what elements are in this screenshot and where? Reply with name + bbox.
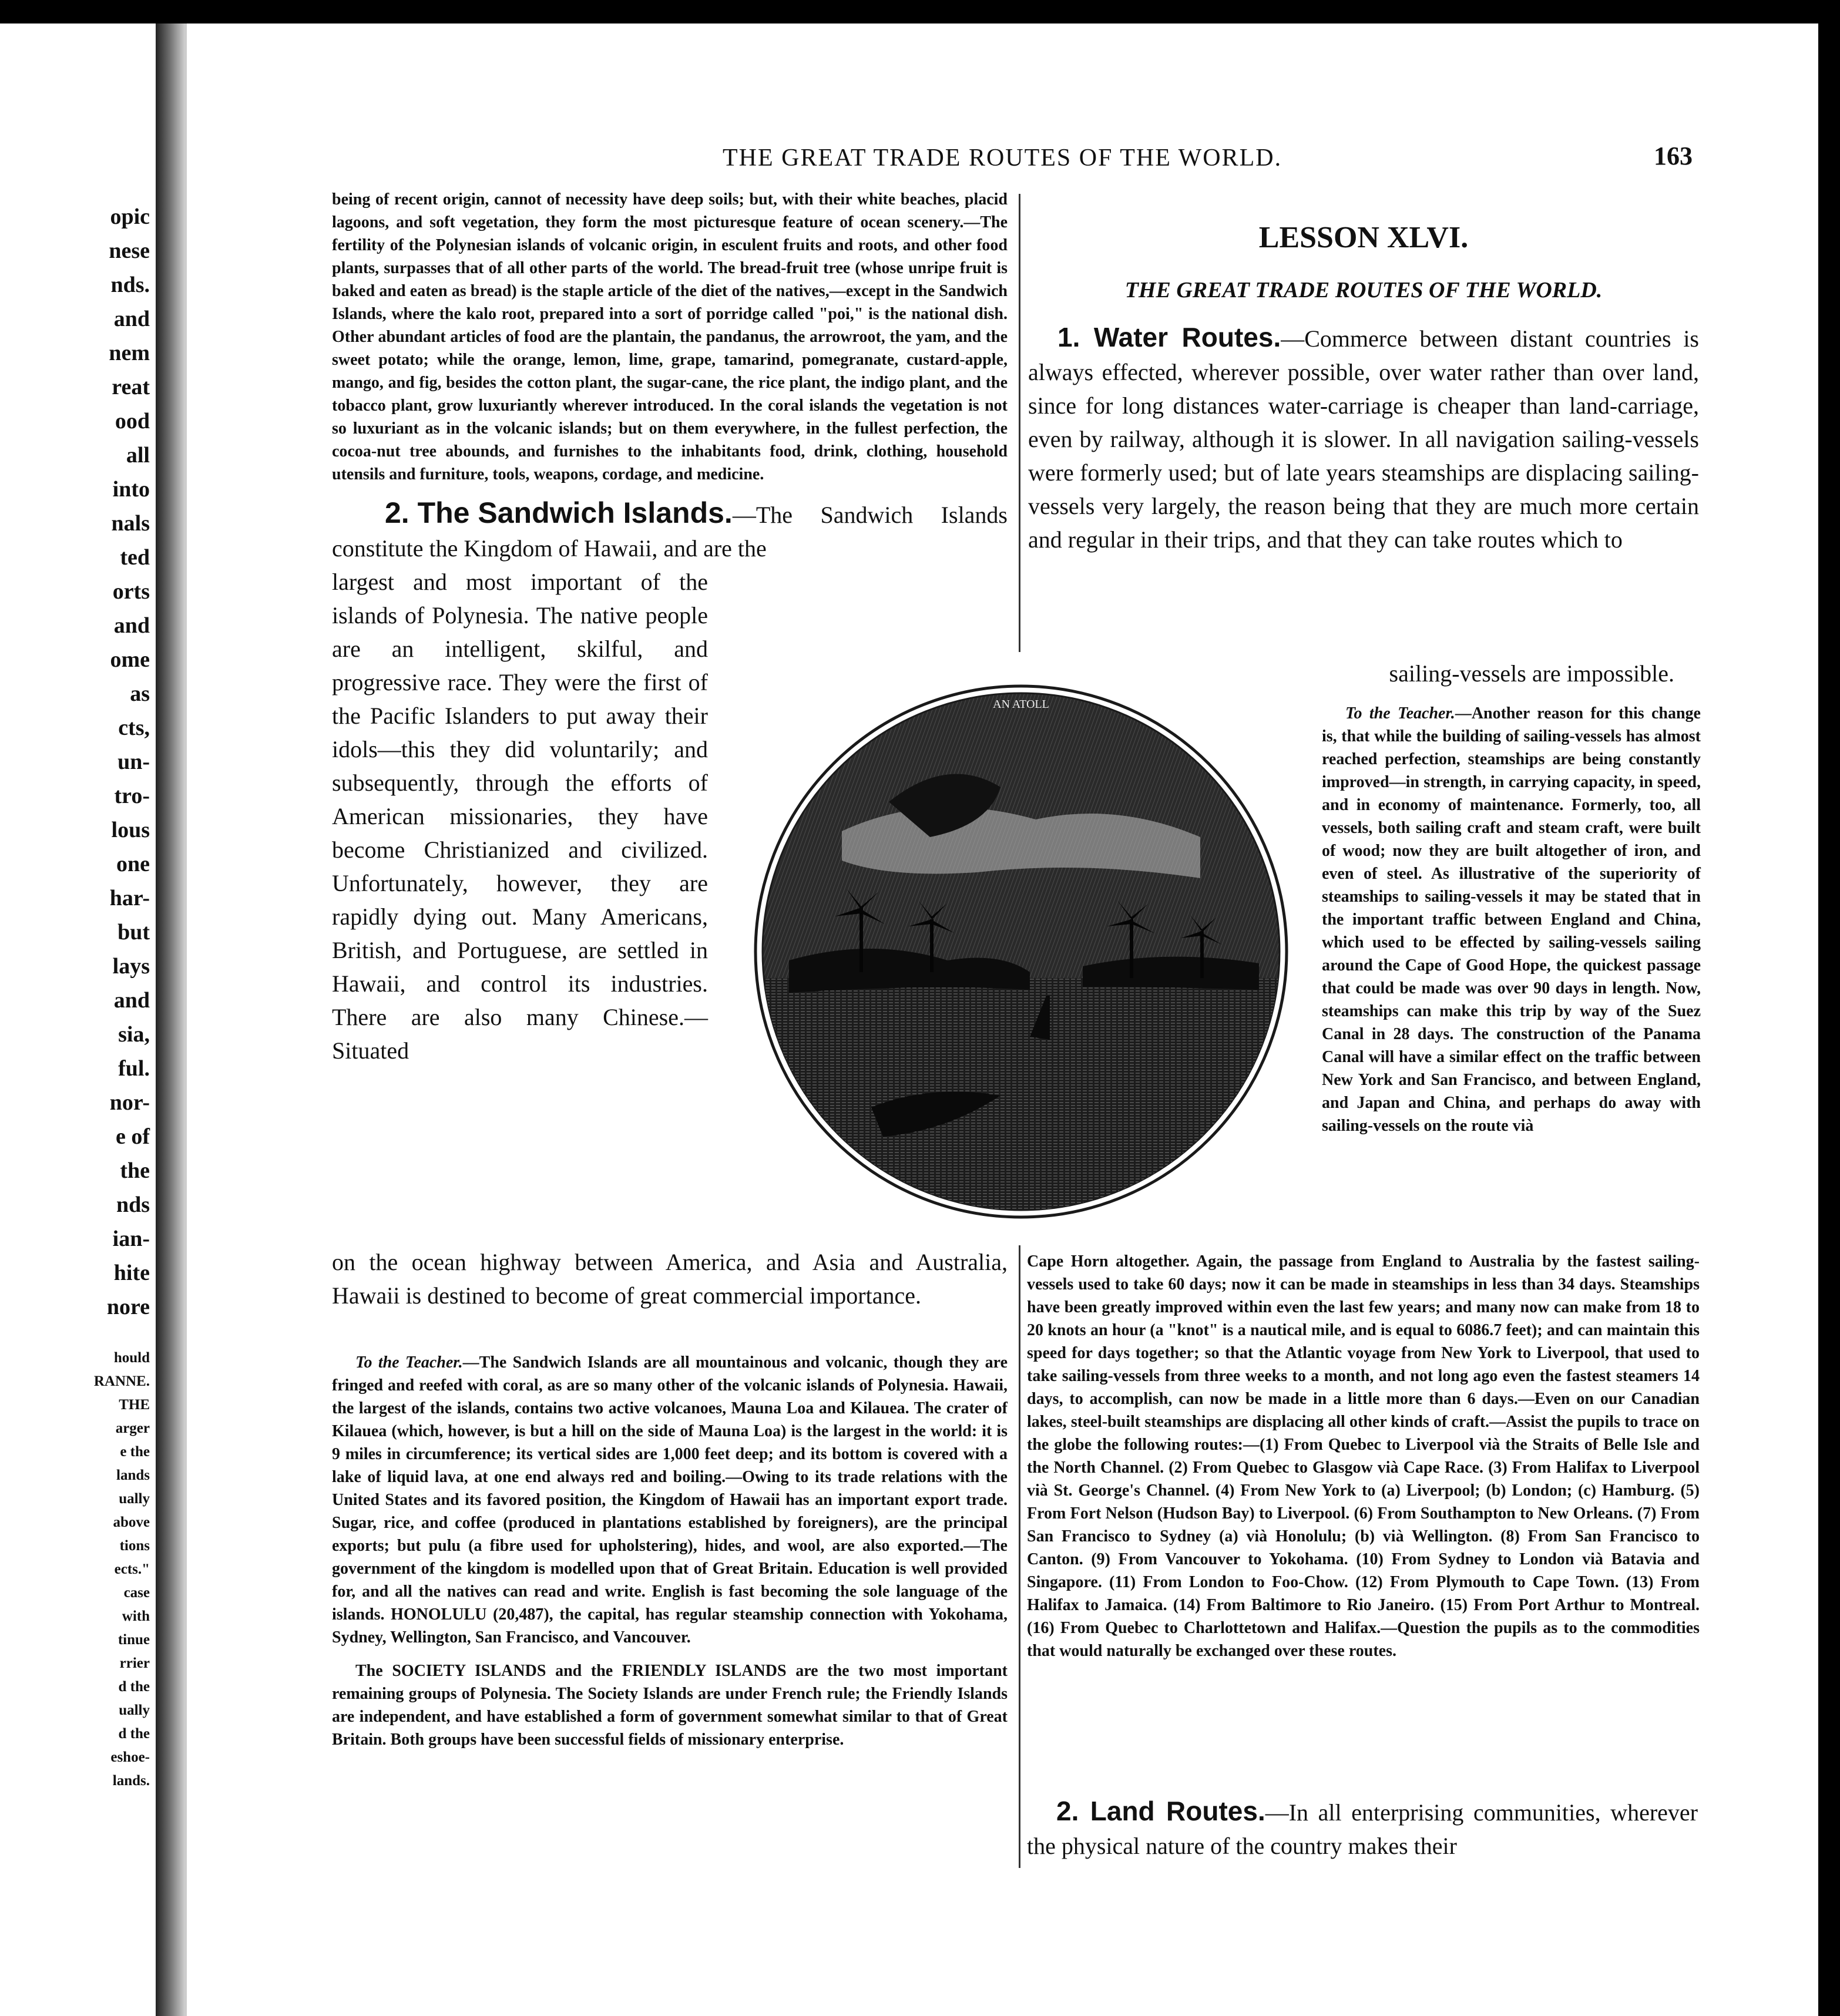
facing-page-fragment: sia,	[118, 1022, 150, 1047]
facing-page-fragment: cts,	[118, 715, 150, 740]
facing-page-fragment: and	[113, 988, 150, 1013]
teacher-label-right: To the Teacher.	[1345, 704, 1455, 723]
sandwich-islands-body: largest and most important of the islands of Polynesia. The native people are an intelligent, skilful, and progressive race. They were the first of the Pacific Islanders to put away their idols—this they did voluntarily; and subsequently, through the efforts of American missionaries, they have become Christianized and civilized. Unfortunately, however, they are rapidly dying out. Many Americans, British, and Portuguese, are settled in Hawaii, and control its industries. There are also many Chinese.—Situated	[332, 569, 708, 1064]
teacher-note-routes-body: —Another reason for this change is, that while the building of sailing-vessels has almost reached perfection, steamships are being constantly improved—in strength, in carrying capacity, in speed, and in economy of maintenance. Formerly, too, all vessels, both sailing craft and steam craft, were built of wood; now they are built altogether of iron, and even of steel. As illustrative of the superiority of steamships to sailing-vessels it may be stated that in the important traffic between England and China, which used to be effected by sailing-vessels sailing around the Cape of Good Hope, the quickest passage that could be made was over 90 days in length. Now, steamships can make this trip by way of the Suez Canal in 28 days. The construction of the Panama Canal will have a similar effect on the traffic between New York and San Francisco, and between England, and Japan and China, and perhaps do away with sailing-vessels on the route vià	[1322, 704, 1701, 1135]
facing-page-note-fragment: lands.	[112, 1773, 150, 1789]
atoll-illustration	[754, 684, 1288, 1219]
facing-page-fragment: hite	[113, 1261, 150, 1285]
facing-page-fragment: ian-	[112, 1227, 150, 1251]
teacher-note-routes-text	[1322, 702, 1701, 1137]
teacher-note-routes	[1322, 702, 1701, 1137]
land-routes-body: —In all enterprising communities, wherever the physical nature of the country makes their	[1027, 1799, 1698, 1859]
facing-page-note-fragment: ects."	[114, 1561, 150, 1577]
facing-page-fragment: un-	[117, 750, 150, 774]
facing-page-fragment: ome	[110, 647, 150, 672]
water-routes-paragraph	[1028, 321, 1699, 556]
facing-page-fragment: ted	[120, 545, 150, 570]
facing-page	[0, 23, 156, 2016]
facing-page-text	[0, 200, 150, 1793]
facing-page-note-fragment: e the	[120, 1444, 150, 1460]
page-number: 163	[1654, 142, 1693, 170]
lagoon-water	[763, 978, 1280, 1219]
facing-page-note-fragment: tions	[119, 1538, 150, 1554]
column-rule-lower	[1019, 1245, 1020, 1868]
facing-page-note-ends	[0, 1346, 150, 1793]
facing-page-note-fragment: lands	[116, 1467, 150, 1483]
right-column	[1028, 217, 1699, 556]
facing-page-fragment: nds.	[110, 273, 150, 297]
facing-page-fragment: but	[117, 920, 150, 945]
scan-border-right	[1818, 0, 1840, 2016]
land-routes-section	[1027, 1795, 1698, 1863]
facing-page-note-fragment: rrier	[119, 1655, 150, 1671]
land-routes-heading: 2. Land Routes.	[1056, 1796, 1265, 1826]
facing-page-fragment: ood	[115, 409, 150, 434]
sandwich-islands-heading: 2. The Sandwich Islands.	[385, 496, 733, 529]
column-rule	[1019, 194, 1020, 652]
sandwich-islands-lead: —The Sandwich Islands constitute the Kingdom of Hawaii, and are the	[332, 502, 1008, 562]
sandwich-islands-intro	[332, 496, 1008, 565]
sandwich-islands-continued	[332, 1245, 1008, 1312]
facing-page-note-fragment: tinue	[117, 1632, 150, 1648]
facing-page-note-fragment: RANNE.	[93, 1373, 150, 1389]
teacher-note-hawaii-body: —The Sandwich Islands are all mountainous and volcanic, though they are fringed and reefed with coral, as are so many other of the volcanic islands of Polynesia. Hawaii, the largest of the islands, contains two active volcanoes, Mauna Loa and Kilauea. The crater of Kilauea (which, however, is but a hill on the side of Mauna Loa) is the largest in the world: it is 9 miles in circumference; its vertical sides are 1,000 feet deep; and its bottom is covered with a lake of liquid lava, at one end always red and boiling.—Owing to its trade relations with the United States and its favored position, the Kingdom of Hawaii has an important export trade. Sugar, rice, and coffee (produced in plantations established by foreigners), are the principal exports; but pulu (a fibre used for upholstering), hides, and wool, are also exported.—The government of the kingdom is modelled upon that of Great Britain. Education is well provided for, and all the natives can read and write. English is fast becoming the sole language of the islands. HONOLULU (20,487), the capital, has regular steamship connection with Yokohama, Sydney, Wellington, San Francisco, and Vancouver.	[332, 1353, 1008, 1647]
illustration-caption: AN ATOLL	[993, 698, 1049, 711]
sandwich-islands-closing: on the ocean highway between America, and Asia and Australia, Hawaii is destined to become of great commercial importance.	[332, 1249, 1008, 1309]
teacher-label: To the Teacher.	[355, 1353, 463, 1372]
facing-page-fragment: nese	[109, 238, 150, 263]
facing-page-note-fragment: eshoe-	[110, 1749, 150, 1765]
facing-page-note-fragment: with	[122, 1608, 150, 1624]
teacher-note-hawaii-text	[332, 1351, 1008, 1649]
land-routes-paragraph	[1027, 1795, 1698, 1863]
facing-page-note-fragment: above	[113, 1514, 150, 1530]
facing-page-fragment: tro-	[114, 784, 150, 808]
facing-page-fragment: orts	[112, 579, 150, 604]
facing-page-note-fragment: d the	[118, 1679, 150, 1695]
facing-page-note-fragment: case	[123, 1585, 150, 1601]
facing-page-note-fragment: d the	[118, 1726, 150, 1742]
water-routes-heading: 1. Water Routes.	[1057, 322, 1281, 352]
facing-page-fragment: and	[113, 613, 150, 638]
facing-page-note-fragment: ually	[119, 1702, 150, 1718]
facing-page-note-fragment: hould	[113, 1350, 150, 1366]
teacher-note-routes-list: Cape Horn altogether. Again, the passage from England to Australia by the fastest sailing-vessels used to take 60 days; now it can be made in steamships in less than 34 days. Steamships have been greatly improved within even the last few years; and many now can make from 18 to 20 knots an hour (a "knot" is a nautical mile, and is equal to 6086.7 feet); and can maintain this speed for days together; so that the Atlantic voyage from New York to Liverpool, that used to take sailing-vessels from three weeks to a month, and not long ago even the fastest steamers 14 days, to accomplish, can now be made in a little more than 6 days.—Even on our Canadian lakes, steel-built steamships are displacing all other kinds of craft.—Assist the pupils to trace on the globe the following routes:—(1) From Quebec to Liverpool vià the Straits of Belle Isle and the North Channel. (2) From Quebec to Glasgow vià Cape Race. (3) From Halifax to Liverpool vià St. George's Channel. (4) From New York to (a) Liverpool; (b) London; (c) Hamburg. (5) From Fort Nelson (Hudson Bay) to Liverpool. (6) From Southampton to New Orleans. (7) From San Francisco to Sydney (a) vià Honolulu; (b) vià Wellington. (8) From San Francisco to Canton. (9) From Vancouver to Yokohama. (10) From Sydney to London vià Batavia and Singapore. (11) From London to Foo-Chow. (12) From Plymouth to Cape Town. (13) From Halifax to Jamaica. (14) From Baltimore to Rio Janeiro. (15) From Port Arthur to Montreal. (16) From Quebec to Charlottetown and Halifax.—Question the pupils as to the commodities that would naturally be exchanged over these routes.	[1027, 1252, 1700, 1660]
teacher-note-hawaii	[332, 1351, 1008, 1751]
running-head: THE GREAT TRADE ROUTES OF THE WORLD.	[723, 145, 1282, 172]
facing-page-fragment: nals	[111, 511, 150, 536]
facing-page-fragment: har-	[109, 886, 150, 910]
facing-page-note-fragment: THE	[119, 1397, 150, 1413]
teacher-note-routes-continued	[1027, 1250, 1700, 1662]
facing-page-fragment: ful.	[118, 1056, 150, 1081]
facing-page-fragment: as	[130, 681, 150, 706]
facing-page-line-ends	[0, 200, 150, 1324]
facing-page-fragment: nor-	[109, 1090, 150, 1115]
facing-page-fragment: reat	[112, 375, 150, 399]
polynesia-vegetation-paragraph: being of recent origin, cannot of necessity have deep soils; but, with their white beaches, placid lagoons, and soft vegetation, they form the most picturesque feature of ocean scenery.—The fertility of the Polynesian islands of volcanic origin, in esculent fruits and roots, and other food plants, surpasses that of all other parts of the world. The bread-fruit tree (whose unripe fruit is baked and eaten as bread) is the staple article of the diet of the natives,—except in the Sandwich Islands, where the kalo root, prepared into a sort of porridge called "poi," is the national dish. Other abundant articles of food are the plantain, the pandanus, the arrowroot, the yam, and the sweet potato; while the orange, lemon, lime, grape, tamarind, pomegranate, custard-apple, mango, and fig, besides the cotton plant, the sugar-cane, the rice plant, the indigo plant, and the tobacco plant, grow luxuriantly wherever introduced. In the coral islands the vegetation is not so luxuriant as in the volcanic islands; but on them everywhere, in the fullest perfection, the cocoa-nut tree abounds, and furnishes to the inhabitants food, drink, clothing, household utensils and furniture, tools, weapons, cordage, and medicine.	[332, 190, 1008, 483]
lesson-title: LESSON XLVI.	[1258, 221, 1469, 254]
facing-page-note-fragment: ually	[119, 1491, 150, 1507]
island-silhouette-right	[1083, 957, 1259, 990]
facing-page-fragment: nem	[109, 341, 150, 365]
facing-page-fragment: lous	[111, 818, 150, 842]
water-routes-body: —Commerce between distant countries is always effected, wherever possible, over water rather than over land, since for long distances water-carriage is cheaper than land-carriage, even by railway, although it is slower. In all navigation sailing-vessels were formerly used; but of late years steamships are displacing sailing-vessels very largely, the reason being that they are much more certain and regular in their trips, and that they can take routes which to	[1028, 325, 1699, 553]
facing-page-fragment: opic	[110, 204, 150, 229]
facing-page-fragment: nore	[106, 1295, 150, 1319]
society-islands-paragraph: The SOCIETY ISLANDS and the FRIENDLY ISLANDS are the two most important remaining groups of Polynesia. The Society Islands are under French rule; the Friendly Islands are independent, and have established a form of government somewhat similar to that of Great Britain. Both groups have been successful fields of missionary enterprise.	[332, 1662, 1008, 1749]
facing-page-fragment: e of	[115, 1124, 150, 1149]
facing-page-fragment: the	[120, 1158, 150, 1183]
book-gutter	[156, 23, 185, 2016]
facing-page-note-fragment: arger	[115, 1420, 150, 1436]
scan-border-top	[0, 0, 1840, 23]
facing-page-fragment: one	[116, 852, 150, 876]
facing-page-fragment: and	[113, 307, 150, 331]
facing-page-fragment: into	[112, 477, 150, 502]
facing-page-fragment: lays	[112, 954, 150, 979]
atoll-engraving	[754, 684, 1288, 1219]
facing-page-fragment: all	[126, 443, 150, 468]
water-routes-last-line: sailing-vessels are impossible.	[1389, 660, 1674, 687]
facing-page-fragment: nds	[116, 1192, 150, 1217]
lesson-subtitle: THE GREAT TRADE ROUTES OF THE WORLD.	[1124, 278, 1603, 303]
